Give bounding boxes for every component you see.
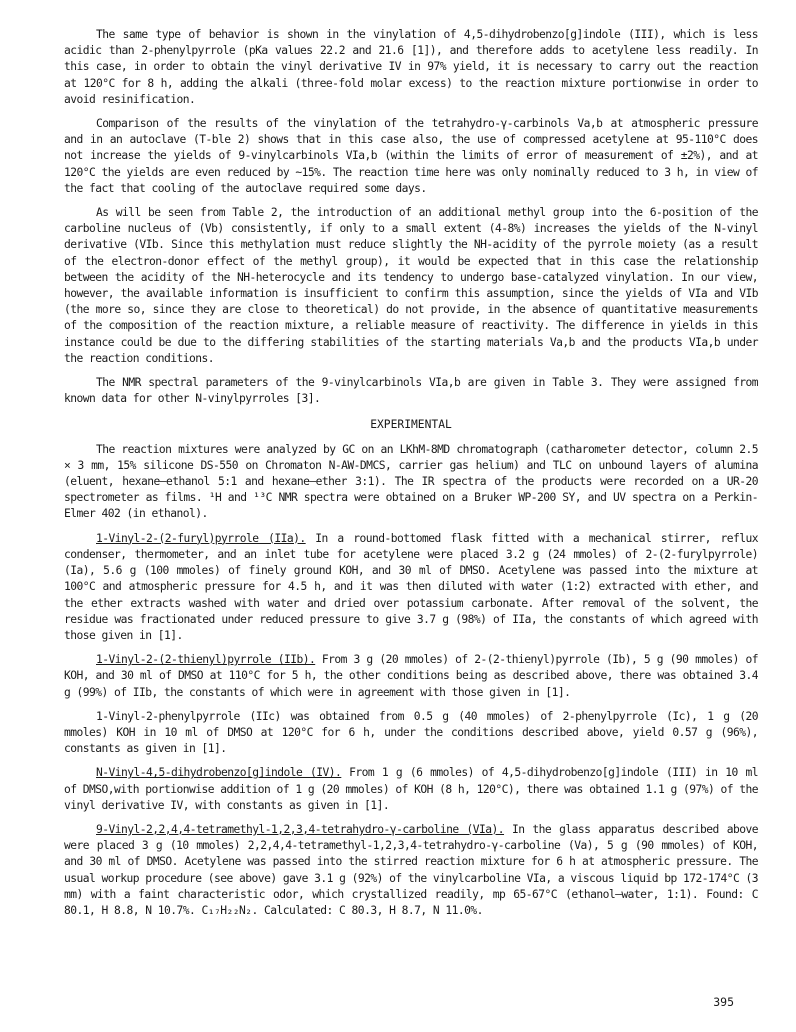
paragraph-nmr-parameters: The NMR spectral parameters of the 9-vinylcarbinols VIa,b are given in Table 3. They were assigned from known data for other N-vinylpyrroles [3]. (64, 376, 758, 406)
procedure-via (64, 822, 758, 919)
paragraph-experimental-intro: The reaction mixtures were analyzed by GC on an LKhM-8MD chromatograph (catharometer detector, column 2.5 × 3 mm, 15% silicone DS-550 on Chromaton N-AW-DMCS, carrier gas helium) and TLC on unbound layers of alumina (eluent, hexane—ethanol 5:1 and hexane—ether 3:1). The IR spectra of the products were recorded on a UR-20 spectrometer as films. ¹H and ¹³C NMR spectra were obtained on a Bruker WP-200 SY, and UV spectra on a Perkin-Elmer 402 (in ethanol). (64, 442, 758, 521)
procedure-body: In a round-bottomed flask fitted with a mechanical stirrer, reflux condenser, thermometer, and an inlet tube for acetylene were placed 3.2 g (24 mmoles) of 2-(2-furylpyrrole) (Ia), 5.6 g (100 mmoles) of finely ground KOH, and 30 ml of DMSO. Acetylene was passed into the mixture at 100°C and atmospheric pressure for 4.5 h, and it was then diluted with water (1:2) extracted with ether, and the ether extracts washed with water and dried over potassium carbonate. After removal of the solvent, the residue was fractionated under reduced pressure to give 3.7 g (98%) of IIa, the constants of which agreed with those given in [1]. (64, 531, 759, 642)
procedure-title: 1-Vinyl-2-phenylpyrrole (IIc) (96, 709, 281, 723)
procedure-title: 1-Vinyl-2-(2-furyl)pyrrole (IIa). (96, 531, 306, 545)
procedure-iic (64, 709, 758, 758)
procedure-body: From 3 g (20 mmoles) of 2-(2-thienyl)pyrrole (Ib), 5 g (90 mmoles) of KOH, and 30 ml of DMSO at 110°C for 5 h, the other conditions being as described above, there was obtained 3.4 g (99%) of IIb, the constants of which were in agreement with those given in [1]. (64, 653, 759, 699)
paragraph-autoclave-comparison: Comparison of the results of the vinylation of the tetrahydro-γ-carbinols Va,b at atmospheric pressure and in an autoclave (T-ble 2) shows that in this case also, the use of compressed acetylene at 95-110°C does not increase the yields of 9-vinylcarbinols VIa,b (within the limits of error of measurement of ±2%), and at 120°C the yields are even reduced by ~15%. The reaction time here was only nominally reduced to 3 h, in view of the fact that cooling of the autoclave required some days. (64, 117, 758, 195)
procedure-title: 1-Vinyl-2-(2-thienyl)pyrrole (IIb). (96, 653, 316, 667)
procedure-body: From 1 g (6 mmoles) of 4,5-dihydrobenzo[g]indole (III) in 10 ml of DMSO,with portionwise addition of 1 g (20 mmoles) of KOH (8 h, 120°C), there was obtained 1.1 g (97%) of the vinyl derivative IV, with constants as given in [1]. (64, 766, 758, 812)
page-number: 395 (713, 994, 734, 1009)
procedure-body: In the glass apparatus described above were placed 3 g (10 mmoles) 2,2,4,4-tetramethyl-1,2,3,4-tetrahydro-γ-carboline (Va), 5 g (90 mmoles) of KOH, and 30 ml of DMSO. Acetylene was passed into the stirred reaction mixture for 6 h at atmospheric pressure. The usual workup procedure (see above) gave 3.1 g (92%) of the vinylcarboline VIa, a viscous liquid bp 172-174°C (3 mm) with a faint characteristic odor, which crystallized readily, mp 65-67°C (ethanol—water, 1:1). Found: C 80.1, H 8.8, N 10.7%. C₁₇H₂₂N₂. Calculated: C 80.3, H 8.7, N 11.0%. (64, 822, 758, 917)
paragraph-methyl-group-effect: As will be seen from Table 2, the introduction of an additional methyl group into the 6-position of the carboline nucleus of (Vb) consistently, if only to a small extent (4-8%) increases the yields of the N-vinyl derivative (VIb. Since this methylation must reduce slightly the NH-acidity of the pyrrole moiety (as a result of the electron-donor effect of the methyl group), it would be expected that in this case the relationship between the acidity of the NH-heterocycle and its tendency to undergo base-catalyzed vinylation. In our view, however, the available information is insufficient to confirm this assumption, since the yields of VIa and VIb (the more so, since they are close to theoretical) do not provide, in the absence of quantitative measurements of the composition of the reaction mixture, a reliable measure of reactivity. The difference in yields in this instance could be due to the differing stabilities of the starting materials Va,b and the products VIa,b under the reaction conditions. (64, 206, 758, 365)
procedure-body: was obtained from 0.5 g (40 mmoles) of 2-phenylpyrrole (Ic), 1 g (20 mmoles) KOH in 10 ml of DMSO at 120°C for 6 h, under the conditions described above, yield 0.57 g (96%), constants as given in [1]. (64, 709, 759, 756)
procedure-iib (64, 652, 758, 701)
section-heading-experimental: EXPERIMENTAL (370, 418, 452, 432)
procedure-title: 9-Vinyl-2,2,4,4-tetramethyl-1,2,3,4-tetrahydro-γ-carboline (VIa). (96, 822, 505, 836)
procedure-iia (64, 531, 758, 644)
paragraph-vinylation-dihydrobenzoindole: The same type of behavior is shown in the vinylation of 4,5-dihydrobenzo[g]indole (III), which is less acidic than 2-phenylpyrrole (pKa values 22.2 and 21.6 [1]), and therefore adds to acetylene less readily. In this case, in order to obtain the vinyl derivative IV in 97% yield, it is necessary to carry out the reaction at 120°C for 8 h, adding the alkali (three-fold molar excess) to the reaction mixture portionwise in order to avoid resinification. (64, 28, 758, 106)
procedure-iv (64, 765, 758, 814)
procedure-title: N-Vinyl-4,5-dihydrobenzo[g]indole (IV). (96, 766, 342, 780)
